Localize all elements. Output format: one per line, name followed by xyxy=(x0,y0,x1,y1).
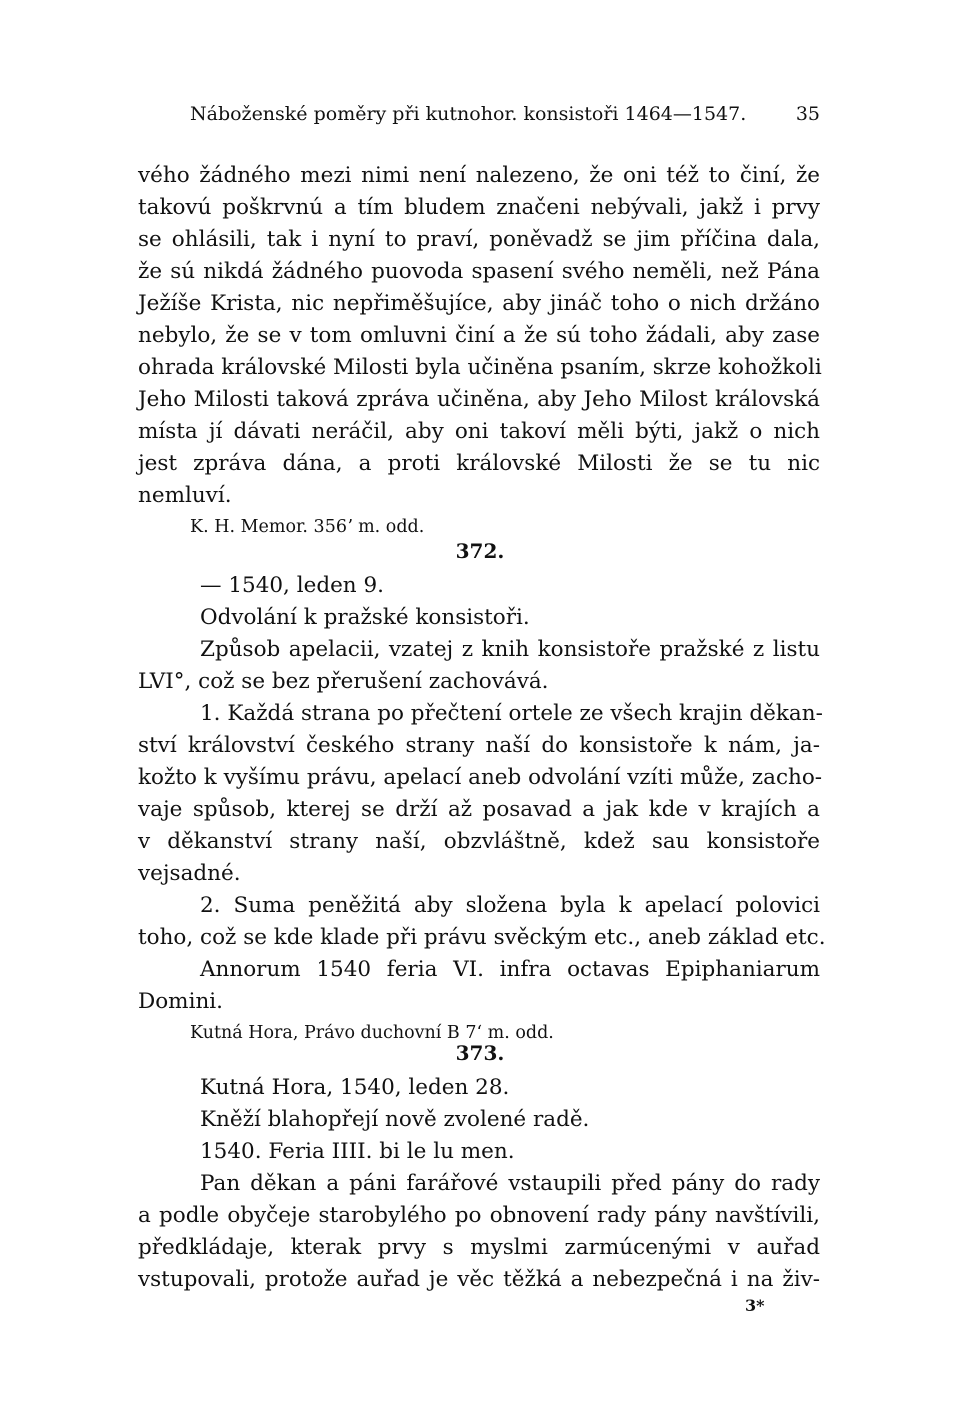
text-line: vého žádného mezi nimi není nalezeno, že oni též to činí, že xyxy=(138,163,820,188)
text-line: Domini. xyxy=(138,989,224,1014)
text-line: 1. Každá strana po přečtení ortele ze všech krajin děkan- xyxy=(200,701,823,726)
document-date: — 1540, leden 9. xyxy=(200,573,384,598)
text-line: že sú nikdá žádného puovoda spasení svého neměli, než Pána xyxy=(138,259,820,284)
text-line: toho, což se kde klade při právu svěckým etc., aneb základ etc. xyxy=(138,925,826,950)
document-date: Kutná Hora, 1540, leden 28. xyxy=(200,1075,510,1100)
text-line: Ježíše Krista, nic nepřiměšujíce, aby jináč toho o nich držáno xyxy=(138,291,820,316)
text-line: vaje spůsob, kterej se drží až posavad a jak kde v krajích a xyxy=(138,797,820,822)
document-372 xyxy=(138,570,826,1048)
signature-mark: 3* xyxy=(745,1296,765,1315)
text-line: LVI°, což se bez přerušení zachovává. xyxy=(138,669,549,694)
text-line: místa jí dávati neráčil, aby oni takoví měli býti, jakž o nich xyxy=(138,419,820,444)
running-header-title: Náboženské poměry při kutnohor. konsistoři 1464—1547. xyxy=(190,103,747,125)
text-line: jest zpráva dána, a proti královské Milosti že se tu nic xyxy=(138,451,820,476)
text-line: vejsadné. xyxy=(138,861,241,886)
document-373 xyxy=(138,1072,820,1296)
source-citation: K. H. Memor. 356ʼ m. odd. xyxy=(190,517,425,537)
text-line: takovú poškrvnú a tím bludem značeni nebývali, jakž i prvy xyxy=(138,195,820,220)
document-subject: Odvolání k pražské konsistoři. xyxy=(200,605,530,630)
page-number: 35 xyxy=(795,103,820,125)
document-number: 372. xyxy=(455,539,505,563)
text-line: vstupovali, protože auřad je věc těžká a nebezpečná i na živ- xyxy=(138,1267,820,1292)
text-line: ohrada královské Milosti byla učiněna psaním, skrze kohožkoli xyxy=(138,355,822,380)
text-line: 2. Suma peněžitá aby složena byla k apelací polovici xyxy=(200,893,820,918)
document-dateline: 1540. Feria IIII. bi le lu men. xyxy=(200,1139,515,1164)
text-line: se ohlásili, tak i nyní to praví, poněvadž se jim příčina dala, xyxy=(138,227,820,252)
text-line: předkládaje, kterak prvy s myslmi zarmúcenými v auřad xyxy=(138,1235,820,1260)
text-line: Způsob apelacii, vzatej z knih konsistoře pražské z listu xyxy=(200,637,820,662)
source-citation: Kutná Hora, Právo duchovní B 7ʻ m. odd. xyxy=(190,1023,554,1043)
text-line: Annorum 1540 feria VI. infra octavas Epiphaniarum xyxy=(200,957,820,982)
text-line: ství království českého strany naší do konsistoře k nám, ja- xyxy=(138,733,820,758)
text-line: Jeho Milosti taková zpráva učiněna, aby Jeho Milost královská xyxy=(138,387,820,412)
text-line: v děkanství strany naší, obzvláštně, kdež sau konsistoře xyxy=(138,829,820,854)
text-line: nebylo, že se v tom omluvni činí a že sú toho žádali, aby zase xyxy=(138,323,820,348)
text-line: nemluví. xyxy=(138,483,232,508)
text-line: Pan děkan a páni farářové vstaupili před pány do rady xyxy=(200,1171,820,1196)
document-number: 373. xyxy=(455,1041,505,1065)
continuation-paragraph xyxy=(138,160,820,542)
running-header xyxy=(190,100,820,128)
text-line: kožto k vyšímu právu, apelací aneb odvolání vzíti může, zacho- xyxy=(138,765,823,790)
document-subject: Kněží blahopřejí nově zvolené radě. xyxy=(200,1107,590,1132)
text-line: a podle obyčeje starobylého po obnovení rady pány navštívili, xyxy=(138,1203,820,1228)
